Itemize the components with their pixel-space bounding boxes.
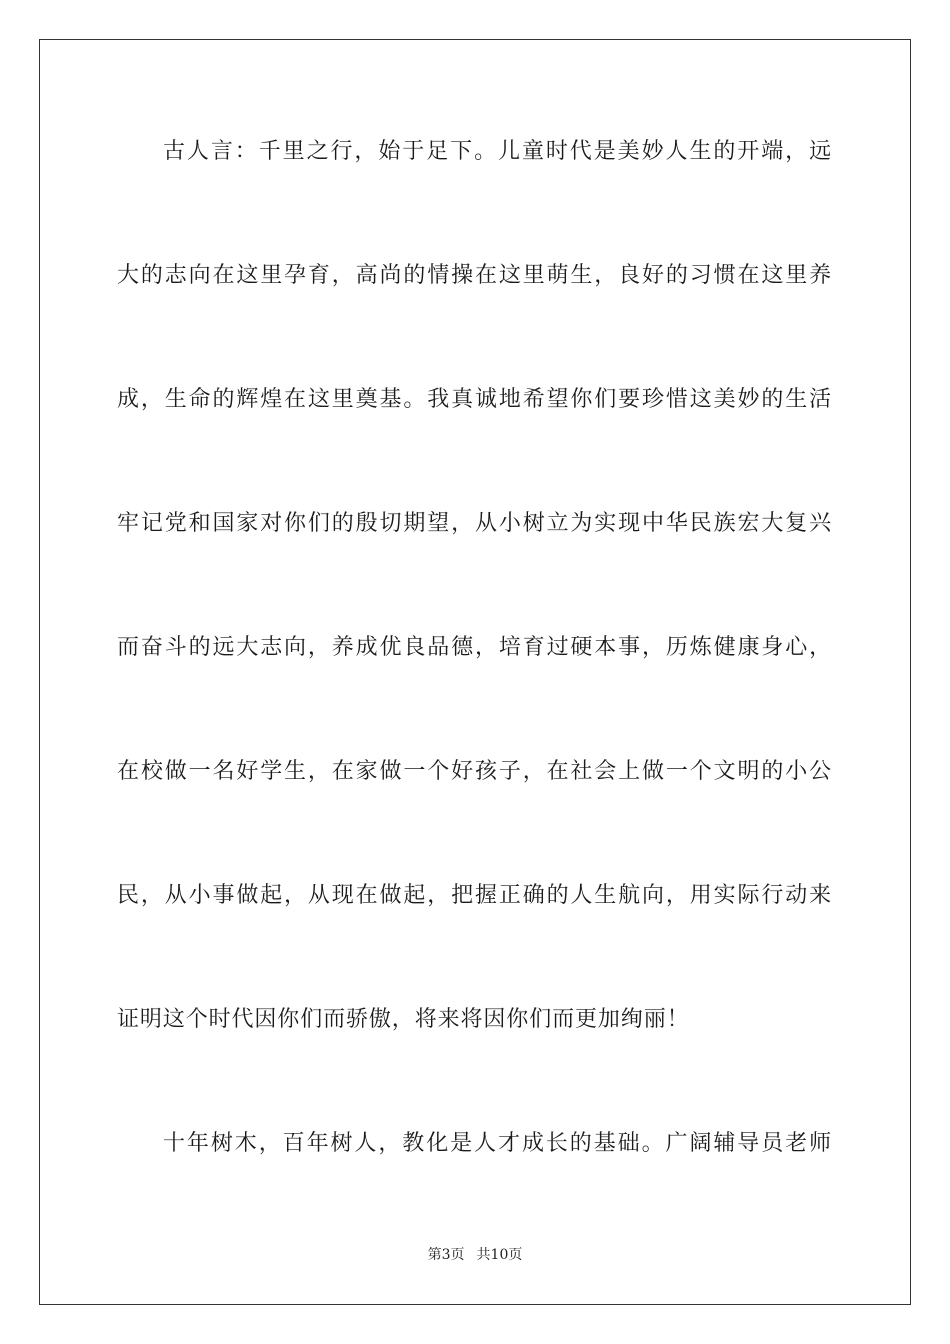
paragraph-line: 牢记党和国家对你们的殷切期望，从小树立为实现中华民族宏大复兴 bbox=[117, 511, 832, 536]
page-total: 共10页 bbox=[476, 1247, 523, 1263]
paragraph-line: 成，生命的辉煌在这里奠基。我真诚地希望你们要珍惜这美妙的生活 bbox=[117, 387, 832, 412]
paragraph-line: 大的志向在这里孕育，高尚的情操在这里萌生，良好的习惯在这里养 bbox=[117, 263, 832, 288]
paragraph-line: 古人言：千里之行，始于足下。儿童时代是美妙人生的开端，远 bbox=[163, 139, 832, 164]
page-border bbox=[39, 39, 911, 1305]
page-footer bbox=[0, 1246, 950, 1264]
page-number: 第3页 bbox=[427, 1247, 465, 1263]
paragraph-line: 证明这个时代因你们而骄傲，将来将因你们而更加绚丽！ bbox=[117, 1007, 690, 1032]
paragraph-line: 民，从小事做起，从现在做起，把握正确的人生航向，用实际行动来 bbox=[117, 883, 832, 908]
paragraph-line: 十年树木，百年树人，教化是人才成长的基础。广阔辅导员老师 bbox=[163, 1131, 832, 1156]
paragraph-line: 而奋斗的远大志向，养成优良品德，培育过硬本事，历炼健康身心， bbox=[117, 635, 832, 660]
paragraph-line: 在校做一名好学生，在家做一个好孩子，在社会上做一个文明的小公 bbox=[117, 759, 832, 784]
